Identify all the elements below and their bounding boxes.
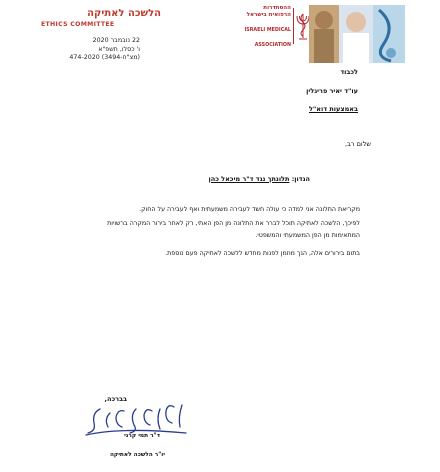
association-name-hebrew-1: ההסתדרות [263, 5, 291, 11]
signer-name: ד"ר תמי קרני [124, 433, 160, 439]
body-line-1: מקריאת התלונה אני למדה כי עולה חשד לעבירה משמעתית ואף לעבירה על החוק. [139, 206, 360, 213]
committee-name-hebrew: הלשכה לאתיקה [87, 8, 161, 19]
association-name-english-1: ISRAELI MEDICAL [244, 28, 291, 33]
subject-line [209, 175, 311, 183]
date-hebrew: ו' כסלו, תשפ"א [98, 45, 140, 53]
ethics-committee-header [41, 7, 161, 29]
letter-body [90, 204, 360, 260]
body-line-4: בתום בירורים אלה, הנך מוזמן לפנות מחדש ללשכה לאתיקה פעם נוספת. [165, 250, 360, 257]
delivery-method: באמצעות דוא"ל [308, 105, 358, 113]
association-logo [243, 5, 405, 63]
association-name [243, 5, 291, 50]
signer-title: יו"ר הלשכה לאתיקה [109, 452, 165, 458]
medical-collage-image [309, 5, 405, 63]
body-line-3: המתאימות מן הפן המשמעתי והמשפטי. [255, 232, 360, 239]
body-line-2: לפיכך, הלשכה לאתיקה תוכל לברר את התלונה מן הפן האתי, רק לאחר בירור המקרה ברשויות [107, 220, 360, 227]
committee-name-english: ETHICS COMMITTEE [41, 21, 115, 28]
greeting: שלום רב, [345, 140, 371, 148]
subject-label: הנדון: [291, 175, 310, 183]
letter-reference-block [62, 37, 140, 63]
recipient-name: עו"ד יאיר פריגלין [306, 87, 358, 95]
association-name-english-2: ASSOCIATION [254, 43, 291, 49]
recipient-salutation: לכבוד [340, 68, 358, 76]
reference-number: (מצ"ח-3494) 474-2020 [69, 54, 140, 61]
association-name-hebrew-2: הרפואית בישראל [246, 12, 291, 18]
date-gregorian: 22 נובמבר 2020 [92, 37, 140, 44]
subject-text: תלונתך נגד ד"ר מיכאל כהן [208, 175, 290, 183]
closing: בברכה, [104, 395, 127, 403]
